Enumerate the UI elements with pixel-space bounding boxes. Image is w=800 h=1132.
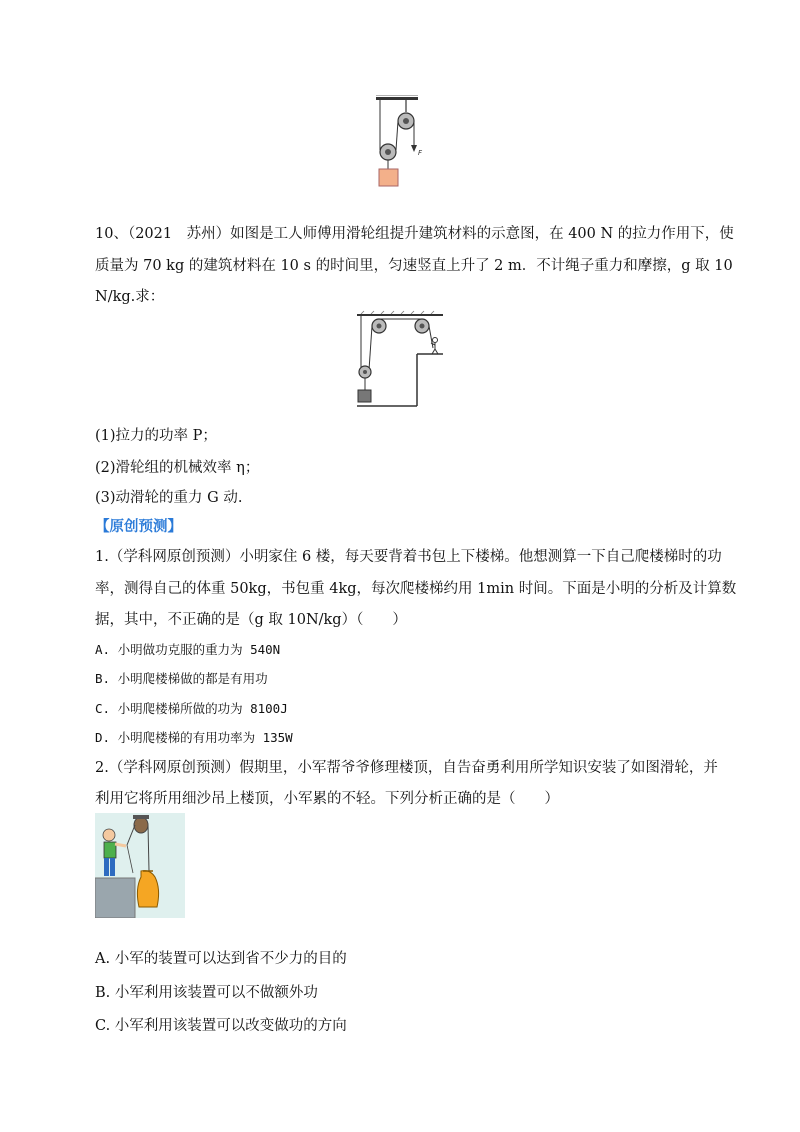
p1-line-2: 率，测得自己的体重 50kg，书包重 4kg，每次爬楼梯约用 1min 时间。下面是小明的分析及计算数 — [95, 581, 737, 597]
p2-line-2: 利用它将所用细沙吊上楼顶，小军累的不轻。下列分析正确的是（ ） — [95, 791, 559, 807]
p2-line-1: 2.（学科网原创预测）假期里，小军帮爷爷修理楼顶，自告奋勇利用所学知识安装了如图滑轮，并 — [95, 760, 718, 776]
p2-option-c: C. 小军利用该装置可以改变做功的方向 — [95, 1018, 347, 1034]
p1-line-3: 据，其中，不正确的是（g 取 10N/kg）（ ） — [95, 612, 407, 628]
p1-option-c: C. 小明爬楼梯所做的功为 8100J — [95, 701, 288, 716]
pulley-figure-1 — [372, 95, 432, 191]
p1-option-d: D. 小明爬楼梯的有用功率为 135W — [95, 730, 293, 745]
force-label: F — [418, 149, 423, 157]
pulley-figure-2 — [355, 310, 450, 410]
q10-sub-3: (3)动滑轮的重力 G 动. — [95, 490, 243, 506]
q10-line-3: N/kg.求： — [95, 289, 165, 305]
p1-option-b: B. 小明爬楼梯做的都是有用功 — [95, 671, 268, 686]
q10-line-1: 10、（2021 苏州）如图是工人师傅用滑轮组提升建筑材料的示意图，在 400 N 的拉力作用下，使 — [95, 226, 734, 242]
p2-option-b: B. 小军利用该装置可以不做额外功 — [95, 985, 318, 1001]
q10-sub-2: (2)滑轮组的机械效率 η； — [95, 460, 260, 476]
q10-sub-1: (1)拉力的功率 P； — [95, 428, 217, 444]
q10-line-2: 质量为 70 kg 的建筑材料在 10 s 的时间里，匀速竖直上升了 2 m．不计绳子重力和摩擦，g 取 10 — [95, 258, 733, 274]
p2-option-a: A. 小军的装置可以达到省不少力的目的 — [95, 951, 347, 967]
section-heading: 【原创预测】 — [95, 518, 182, 535]
p1-option-a: A. 小明做功克服的重力为 540N — [95, 642, 281, 657]
boy-pulley-figure — [95, 813, 185, 918]
p1-line-1: 1.（学科网原创预测）小明家住 6 楼，每天要背着书包上下楼梯。他想测算一下自己爬楼梯时的功 — [95, 549, 722, 565]
